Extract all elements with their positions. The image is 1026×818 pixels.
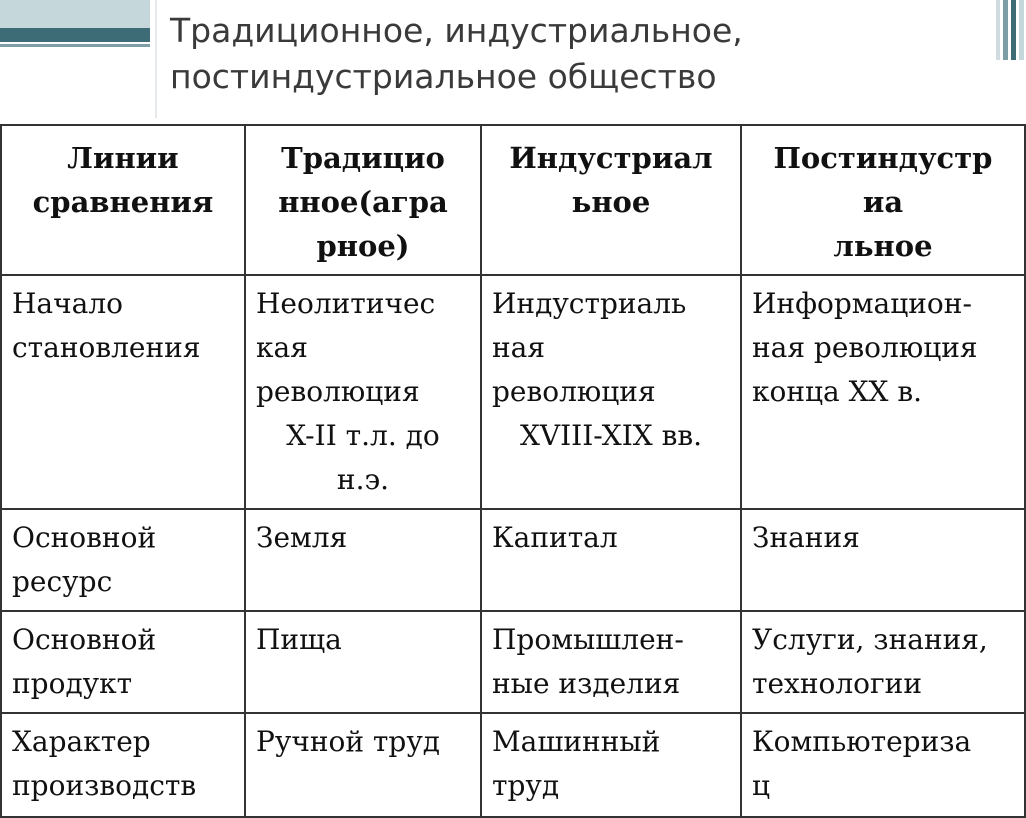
header-text: льное <box>833 229 933 263</box>
header-text: рное) <box>316 229 410 263</box>
table-cell-traditional <box>245 713 481 817</box>
header-industrial <box>481 125 741 275</box>
cell-text: революция <box>256 375 420 408</box>
cell-text: Начало <box>12 287 123 320</box>
cell-text: Основной <box>12 521 157 554</box>
table-cell-criterion <box>1 611 245 713</box>
title-divider <box>155 0 157 118</box>
cell-text: ная <box>492 331 546 364</box>
table-cell-industrial <box>481 275 741 509</box>
table-cell-postindustrial <box>741 275 1025 509</box>
cell-text: продукт <box>12 667 133 700</box>
cell-text: технологии <box>752 667 923 700</box>
slide-title-line-1: Традиционное, индустриальное, <box>170 11 743 50</box>
header-traditional <box>245 125 481 275</box>
decorative-stripe <box>1003 0 1008 60</box>
cell-text: Информацион- <box>752 287 972 320</box>
header-text: Постиндустр <box>773 141 993 175</box>
cell-text: Характер <box>12 725 151 758</box>
header-text: Традицио <box>281 141 445 175</box>
comparison-table-container <box>0 124 1024 802</box>
cell-text: Пища <box>256 623 342 656</box>
decorative-stripe <box>1011 0 1016 60</box>
cell-text: Капитал <box>492 521 618 554</box>
table-cell-traditional <box>245 509 481 611</box>
cell-text: н.э. <box>336 463 390 496</box>
table-cell-postindustrial <box>741 713 1025 817</box>
table-row <box>1 611 1025 713</box>
decorative-bar-thin <box>0 44 150 47</box>
table-cell-traditional <box>245 611 481 713</box>
cell-text: революция <box>492 375 656 408</box>
table-cell-industrial <box>481 713 741 817</box>
cell-text: труд <box>492 769 560 802</box>
cell-text: ц <box>752 769 771 802</box>
cell-text: Услуги, знания, <box>752 623 988 656</box>
cell-text: Знания <box>752 521 860 554</box>
decorative-bar-light <box>0 0 150 28</box>
decorative-stripes-right <box>994 0 1024 118</box>
cell-text: XVIII-XIX вв. <box>519 419 703 452</box>
table-cell-industrial <box>481 611 741 713</box>
cell-text: Земля <box>256 521 348 554</box>
cell-text: ные изделия <box>492 667 681 700</box>
table-cell-criterion <box>1 275 245 509</box>
table-cell-criterion <box>1 713 245 817</box>
slide-title <box>170 8 990 100</box>
cell-text: ресурс <box>12 565 113 598</box>
header-text: нное(агра <box>278 185 448 219</box>
comparison-table <box>0 124 1026 818</box>
cell-text: X-II т.л. до <box>286 419 440 452</box>
header-text: Индустриал <box>509 141 713 175</box>
decorative-stripe <box>996 0 1000 60</box>
header-text: Линии <box>67 141 179 175</box>
cell-text: Основной <box>12 623 157 656</box>
cell-text: ная революция <box>752 331 978 364</box>
header-text: ьное <box>571 185 651 219</box>
cell-text: Машинный <box>492 725 661 758</box>
table-row <box>1 509 1025 611</box>
cell-text: Компьютериза <box>752 725 972 758</box>
cell-text: Ручной труд <box>256 725 441 758</box>
decorative-banner-left <box>0 0 150 118</box>
cell-text: конца XX в. <box>752 375 923 408</box>
table-cell-criterion <box>1 509 245 611</box>
table-row <box>1 275 1025 509</box>
table-cell-industrial <box>481 509 741 611</box>
table-header-row <box>1 125 1025 275</box>
slide-header <box>0 0 1024 118</box>
header-text: сравнения <box>32 185 214 219</box>
header-comparison-lines <box>1 125 245 275</box>
cell-text: Промышлен- <box>492 623 684 656</box>
header-text: иа <box>862 185 904 219</box>
cell-text: Индустриаль <box>492 287 687 320</box>
cell-text: Неолитичес <box>256 287 436 320</box>
cell-text: кая <box>256 331 308 364</box>
cell-text: производств <box>12 769 197 802</box>
header-postindustrial <box>741 125 1025 275</box>
decorative-bar-dark <box>0 28 150 42</box>
decorative-stripe <box>1019 0 1024 60</box>
table-cell-postindustrial <box>741 509 1025 611</box>
table-cell-postindustrial <box>741 611 1025 713</box>
table-cell-traditional <box>245 275 481 509</box>
table-row <box>1 713 1025 817</box>
slide-title-line-2: постиндустриальное общество <box>170 57 717 96</box>
cell-text: становления <box>12 331 201 364</box>
